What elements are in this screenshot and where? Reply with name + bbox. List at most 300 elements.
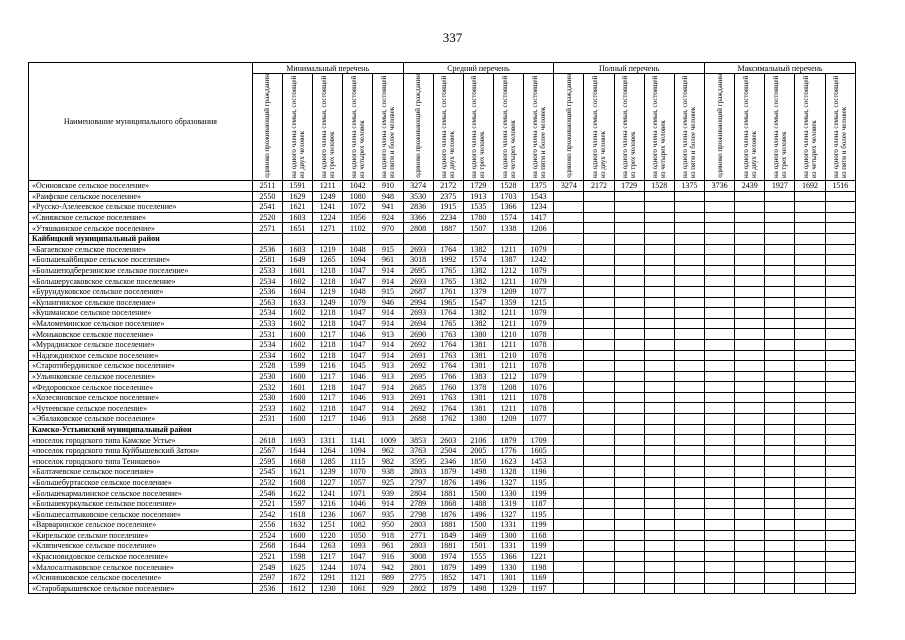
value-cell: 1379 (463, 286, 493, 297)
value-cell (765, 572, 795, 583)
value-cell: 1216 (313, 498, 343, 509)
value-cell: 2798 (403, 509, 433, 520)
table-row (29, 297, 856, 308)
value-cell (674, 276, 704, 287)
value-cell: 1703 (493, 191, 523, 202)
table-row (29, 318, 856, 329)
value-cell: 1115 (343, 456, 373, 467)
sub-column-header (463, 74, 493, 181)
value-cell: 1992 (433, 255, 463, 266)
value-cell: 1879 (433, 562, 463, 573)
table-row (29, 509, 856, 520)
value-cell: 1047 (343, 382, 373, 393)
value-cell: 2695 (403, 371, 433, 382)
value-cell: 1602 (282, 318, 312, 329)
value-cell: 2803 (403, 520, 433, 531)
value-cell: 1543 (524, 191, 554, 202)
value-cell: 1046 (343, 414, 373, 425)
value-cell (735, 445, 765, 456)
table-row (29, 339, 856, 350)
value-cell: 1496 (463, 509, 493, 520)
value-cell (554, 572, 584, 583)
value-cell: 2534 (252, 276, 282, 287)
sub-column-label: на одного члена семьи, состоящей из четырех человек (651, 75, 668, 178)
sub-column-header (343, 74, 373, 181)
value-cell: 2693 (403, 308, 433, 319)
value-cell (825, 297, 855, 308)
sub-column-header (765, 74, 795, 181)
value-cell: 918 (373, 530, 403, 541)
value-cell (705, 498, 735, 509)
value-cell (765, 318, 795, 329)
value-cell (644, 244, 674, 255)
value-cell (795, 339, 825, 350)
value-cell (735, 477, 765, 488)
empty-cell (343, 424, 373, 435)
value-cell (765, 382, 795, 393)
empty-cell (674, 424, 704, 435)
value-cell: 1042 (343, 181, 373, 192)
value-cell (735, 223, 765, 234)
value-cell (765, 541, 795, 552)
municipality-name: «Кушманское сельское поселение» (29, 308, 253, 319)
value-cell (705, 392, 735, 403)
value-cell (705, 541, 735, 552)
value-cell: 2789 (403, 498, 433, 509)
value-cell (795, 520, 825, 531)
value-cell: 1212 (493, 371, 523, 382)
value-cell: 1528 (493, 181, 523, 192)
value-cell: 1366 (493, 551, 523, 562)
value-cell: 3008 (403, 551, 433, 562)
value-cell (735, 551, 765, 562)
value-cell: 1760 (433, 382, 463, 393)
value-cell (554, 498, 584, 509)
table-row (29, 191, 856, 202)
table-row (29, 414, 856, 425)
value-cell (795, 583, 825, 594)
value-cell (644, 520, 674, 531)
value-cell: 2546 (252, 488, 282, 499)
value-cell: 2005 (463, 445, 493, 456)
value-cell: 1633 (282, 297, 312, 308)
municipality-name: «Надеждинское сельское поселение» (29, 350, 253, 361)
value-cell: 2771 (403, 530, 433, 541)
value-cell: 2534 (252, 308, 282, 319)
value-cell: 1500 (463, 488, 493, 499)
value-cell: 2530 (252, 371, 282, 382)
value-cell: 1381 (463, 403, 493, 414)
value-cell: 1199 (524, 541, 554, 552)
municipality-name: «Багаевское сельское поселение» (29, 244, 253, 255)
value-cell: 1547 (463, 297, 493, 308)
value-cell: 1210 (493, 350, 523, 361)
value-cell: 2618 (252, 435, 282, 446)
table-row (29, 212, 856, 223)
empty-cell (252, 424, 282, 435)
value-cell (795, 403, 825, 414)
value-cell (705, 403, 735, 414)
value-cell: 1762 (433, 414, 463, 425)
value-cell (795, 572, 825, 583)
value-cell: 915 (373, 286, 403, 297)
value-cell: 1218 (313, 276, 343, 287)
value-cell (735, 520, 765, 531)
value-cell: 1761 (433, 286, 463, 297)
sub-column-header (524, 74, 554, 181)
value-cell (765, 244, 795, 255)
value-cell: 1047 (343, 265, 373, 276)
value-cell (765, 350, 795, 361)
value-cell: 1217 (313, 329, 343, 340)
value-cell (584, 371, 614, 382)
value-cell: 1600 (282, 329, 312, 340)
value-cell (554, 583, 584, 594)
table-row (29, 382, 856, 393)
value-cell: 1375 (524, 181, 554, 192)
value-cell: 1211 (493, 308, 523, 319)
value-cell: 2541 (252, 202, 282, 213)
value-cell (795, 445, 825, 456)
value-cell: 1381 (463, 350, 493, 361)
value-cell: 1061 (343, 583, 373, 594)
municipality-name: «Ульянковское сельское поселение» (29, 371, 253, 382)
value-cell: 1763 (433, 392, 463, 403)
value-cell (705, 477, 735, 488)
value-cell (765, 509, 795, 520)
value-cell: 1221 (524, 551, 554, 562)
sub-column-label: на одного члена семьи, состоящей из двух человек (741, 75, 758, 178)
value-cell: 1632 (282, 520, 312, 531)
value-cell: 1301 (493, 572, 523, 583)
table-row (29, 181, 856, 192)
value-cell: 1535 (463, 202, 493, 213)
value-cell: 1498 (463, 583, 493, 594)
value-cell (765, 297, 795, 308)
value-cell: 2531 (252, 414, 282, 425)
value-cell: 1218 (313, 403, 343, 414)
value-cell (554, 562, 584, 573)
value-cell: 2549 (252, 562, 282, 573)
value-cell (644, 202, 674, 213)
value-cell (795, 276, 825, 287)
value-cell: 1047 (343, 318, 373, 329)
value-cell (795, 329, 825, 340)
value-cell: 2550 (252, 191, 282, 202)
sub-column-header (705, 74, 735, 181)
value-cell: 1608 (282, 477, 312, 488)
value-cell: 1078 (524, 350, 554, 361)
value-cell (825, 498, 855, 509)
empty-cell (614, 424, 644, 435)
value-cell: 1644 (282, 445, 312, 456)
empty-cell (373, 233, 403, 244)
value-cell: 913 (373, 329, 403, 340)
value-cell (584, 308, 614, 319)
value-cell (795, 318, 825, 329)
value-cell: 1251 (313, 520, 343, 531)
value-cell (795, 435, 825, 446)
value-cell (674, 191, 704, 202)
value-cell (554, 392, 584, 403)
value-cell: 2533 (252, 265, 282, 276)
empty-cell (584, 233, 614, 244)
value-cell (584, 297, 614, 308)
value-cell (614, 350, 644, 361)
value-cell (705, 308, 735, 319)
value-cell (735, 329, 765, 340)
value-cell: 914 (373, 498, 403, 509)
sub-column-header (795, 74, 825, 181)
value-cell: 1597 (282, 498, 312, 509)
value-cell (644, 414, 674, 425)
value-cell (825, 350, 855, 361)
value-cell: 2797 (403, 477, 433, 488)
sub-column-label: на одного члена семьи, состоящей из двух человек (440, 75, 457, 178)
value-cell: 1045 (343, 361, 373, 372)
value-cell (644, 318, 674, 329)
value-cell: 1496 (463, 477, 493, 488)
value-cell: 1574 (493, 212, 523, 223)
value-cell: 1601 (282, 265, 312, 276)
value-cell: 1211 (493, 244, 523, 255)
value-cell (765, 467, 795, 478)
value-cell (735, 382, 765, 393)
sub-column-label: на одного члена семьи, состоящей из пяти и более человек (832, 75, 849, 178)
value-cell: 1241 (313, 488, 343, 499)
subsistence-table (28, 62, 856, 594)
value-cell (674, 456, 704, 467)
value-cell: 1612 (282, 583, 312, 594)
empty-cell (252, 233, 282, 244)
value-cell (644, 212, 674, 223)
group-header-average: Средний перечень (403, 63, 554, 74)
value-cell: 2688 (403, 414, 433, 425)
sub-column-header (735, 74, 765, 181)
sub-column-header (554, 74, 584, 181)
value-cell (584, 276, 614, 287)
value-cell: 948 (373, 191, 403, 202)
value-cell: 2695 (403, 265, 433, 276)
value-cell (825, 191, 855, 202)
value-cell (735, 488, 765, 499)
value-cell: 950 (373, 520, 403, 531)
value-cell: 2375 (433, 191, 463, 202)
value-cell: 1300 (493, 530, 523, 541)
value-cell: 1381 (463, 339, 493, 350)
value-cell (614, 520, 644, 531)
empty-cell (705, 233, 735, 244)
value-cell (614, 530, 644, 541)
value-cell (614, 541, 644, 552)
value-cell: 1239 (313, 467, 343, 478)
district-name: Кайбицкий муниципальный район (29, 233, 253, 244)
value-cell: 914 (373, 350, 403, 361)
value-cell (735, 498, 765, 509)
table-row (29, 477, 856, 488)
value-cell (674, 488, 704, 499)
value-cell: 1598 (282, 551, 312, 562)
value-cell (644, 350, 674, 361)
empty-cell (493, 233, 523, 244)
value-cell: 914 (373, 276, 403, 287)
value-cell: 1382 (463, 244, 493, 255)
value-cell (735, 265, 765, 276)
value-cell (825, 530, 855, 541)
value-cell (735, 435, 765, 446)
value-cell (795, 255, 825, 266)
value-cell (674, 244, 704, 255)
value-cell (765, 403, 795, 414)
value-cell (674, 562, 704, 573)
value-cell (735, 276, 765, 287)
value-cell: 1382 (463, 308, 493, 319)
table-row (29, 223, 856, 234)
value-cell: 1329 (493, 583, 523, 594)
value-cell (674, 477, 704, 488)
value-cell: 1602 (282, 308, 312, 319)
value-cell (765, 488, 795, 499)
value-cell: 1056 (343, 212, 373, 223)
value-cell (735, 541, 765, 552)
value-cell (584, 318, 614, 329)
sub-column-header (252, 74, 282, 181)
value-cell: 1209 (493, 414, 523, 425)
value-cell: 1879 (493, 435, 523, 446)
value-cell: 1622 (282, 488, 312, 499)
value-cell: 1500 (463, 520, 493, 531)
value-cell: 1048 (343, 286, 373, 297)
table-row (29, 350, 856, 361)
value-cell (644, 361, 674, 372)
value-cell: 1338 (493, 223, 523, 234)
value-cell: 1599 (282, 361, 312, 372)
value-cell: 1881 (433, 520, 463, 531)
value-cell: 1366 (493, 202, 523, 213)
value-cell (644, 509, 674, 520)
value-cell: 1763 (433, 350, 463, 361)
district-row (29, 233, 856, 244)
value-cell (554, 191, 584, 202)
value-cell: 1079 (524, 265, 554, 276)
value-cell: 2804 (403, 488, 433, 499)
value-cell: 1876 (433, 509, 463, 520)
value-cell: 1603 (282, 244, 312, 255)
value-cell (765, 456, 795, 467)
value-cell (765, 286, 795, 297)
sub-column-header (313, 74, 343, 181)
value-cell (735, 339, 765, 350)
value-cell (825, 467, 855, 478)
value-cell (614, 403, 644, 414)
value-cell (644, 223, 674, 234)
value-cell: 1242 (524, 255, 554, 266)
value-cell (825, 223, 855, 234)
value-cell (735, 244, 765, 255)
value-cell: 3366 (403, 212, 433, 223)
value-cell: 1469 (463, 530, 493, 541)
sub-column-label: на одного члена семьи, состоящей из четырех человек (349, 75, 366, 178)
value-cell: 2533 (252, 403, 282, 414)
value-cell: 1881 (433, 541, 463, 552)
value-cell: 2563 (252, 297, 282, 308)
value-cell (795, 286, 825, 297)
empty-cell (403, 233, 433, 244)
value-cell: 1378 (463, 382, 493, 393)
value-cell: 2106 (463, 435, 493, 446)
value-cell (674, 530, 704, 541)
value-cell: 2532 (252, 477, 282, 488)
value-cell: 1046 (343, 329, 373, 340)
value-cell (584, 445, 614, 456)
value-cell: 916 (373, 551, 403, 562)
value-cell: 1387 (493, 255, 523, 266)
value-cell: 1668 (282, 456, 312, 467)
municipality-name: «Эбалаковское сельское поселение» (29, 414, 253, 425)
value-cell: 1208 (493, 382, 523, 393)
value-cell (584, 572, 614, 583)
table-row (29, 244, 856, 255)
municipality-name: «Хозесяновское сельское поселение» (29, 392, 253, 403)
value-cell: 1070 (343, 467, 373, 478)
value-cell (644, 562, 674, 573)
value-cell: 1219 (313, 244, 343, 255)
value-cell: 1009 (373, 435, 403, 446)
value-cell (674, 498, 704, 509)
value-cell (735, 202, 765, 213)
municipality-name: «Варваринское сельское поселение» (29, 520, 253, 531)
group-header-minimal: Минимальный перечень (252, 63, 403, 74)
value-cell (644, 191, 674, 202)
value-cell: 2808 (403, 223, 433, 234)
value-cell: 1453 (524, 456, 554, 467)
sub-column-header (614, 74, 644, 181)
table-row (29, 361, 856, 372)
value-cell: 1047 (343, 276, 373, 287)
value-cell: 1765 (433, 276, 463, 287)
value-cell: 1381 (463, 361, 493, 372)
value-cell (674, 520, 704, 531)
value-cell: 1080 (343, 191, 373, 202)
value-cell (644, 371, 674, 382)
value-cell: 1224 (313, 212, 343, 223)
value-cell: 2691 (403, 392, 433, 403)
value-cell (644, 583, 674, 594)
value-cell: 914 (373, 403, 403, 414)
value-cell: 1211 (493, 339, 523, 350)
value-cell: 1285 (313, 456, 343, 467)
value-cell: 1764 (433, 308, 463, 319)
value-cell: 1230 (313, 583, 343, 594)
value-cell (765, 498, 795, 509)
municipality-name: «поселок городского типа Камское Устье» (29, 435, 253, 446)
value-cell (705, 202, 735, 213)
municipality-name: «Мурадинское сельское поселение» (29, 339, 253, 350)
value-cell (795, 509, 825, 520)
value-cell: 1195 (524, 509, 554, 520)
value-cell: 1600 (282, 392, 312, 403)
value-cell (554, 297, 584, 308)
value-cell: 2568 (252, 541, 282, 552)
value-cell: 1417 (524, 212, 554, 223)
value-cell (554, 541, 584, 552)
value-cell (674, 223, 704, 234)
value-cell: 1849 (433, 530, 463, 541)
value-cell: 1330 (493, 562, 523, 573)
value-cell (705, 456, 735, 467)
value-cell: 1210 (493, 329, 523, 340)
value-cell: 914 (373, 318, 403, 329)
